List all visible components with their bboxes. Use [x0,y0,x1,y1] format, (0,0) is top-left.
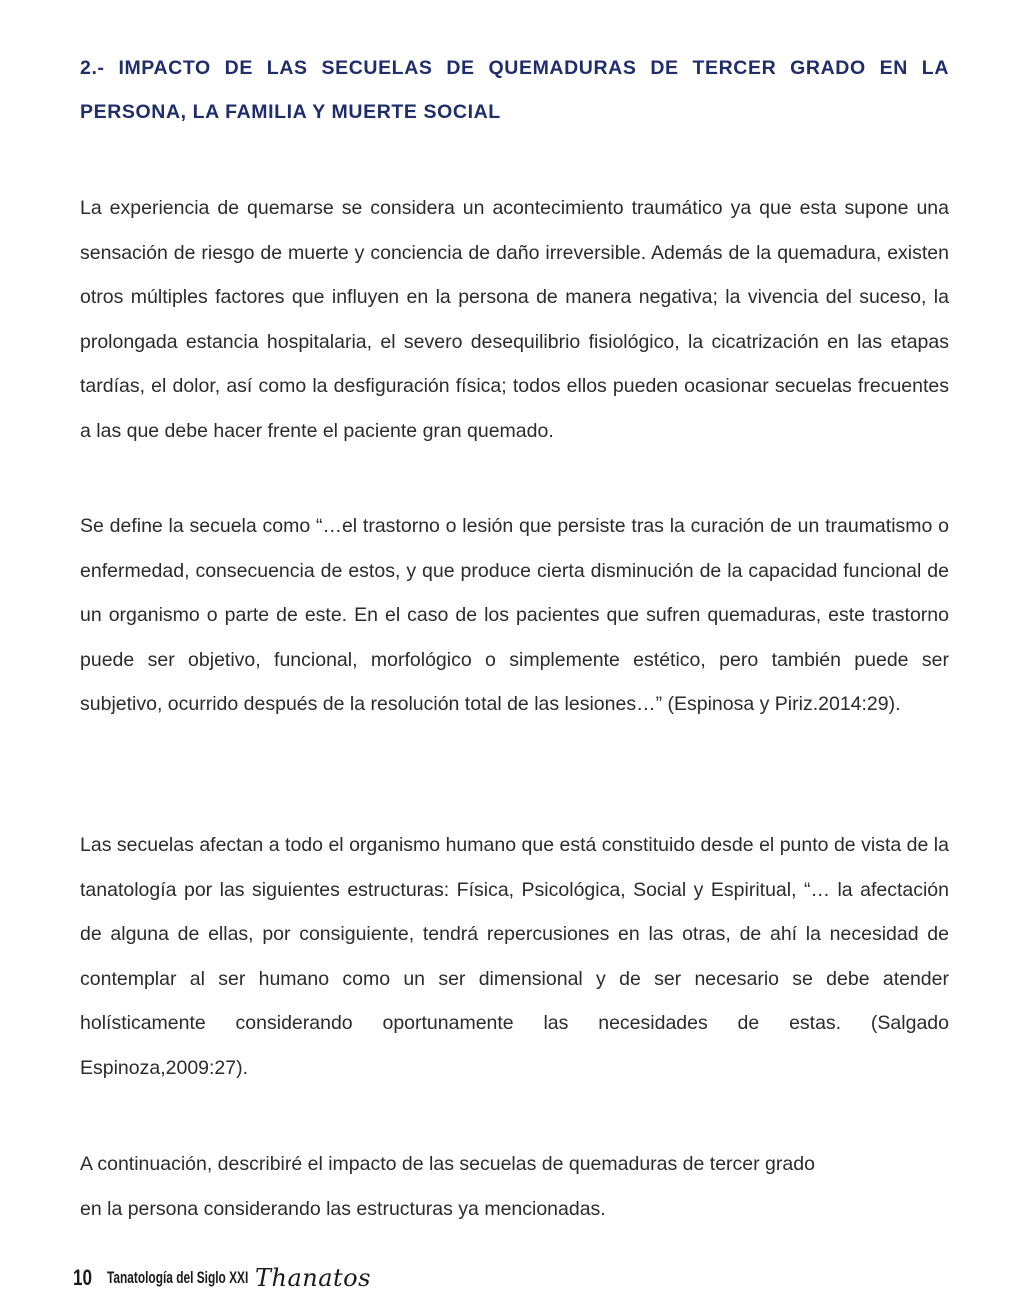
page-footer [73,1258,371,1298]
page-number: 10 [73,1265,93,1290]
paragraph-3: Las secuelas afectan a todo el organismo humano que está constituido desde el punto de vista de la tanatología por las siguientes estructuras: Física, Psicológica, Social y Espiritual, “… la afectación de alguna de ellas, por consiguiente, tendrá repercusiones en las otras, de ahí la necesidad de contemplar al ser humano como un ser dimensional y de ser necesario se debe atender holísticamente considerando oportunamente las necesidades de estas. (Salgado Espinoza,2009:27). [80,834,949,1079]
paragraph-4: A continuación, describiré el impacto de las secuelas de quemaduras de tercer grado en la persona considerando las estructuras ya mencionadas. [80,1153,815,1220]
journal-title: Tanatología del Siglo XXI [107,1268,249,1287]
paragraph-2: Se define la secuela como “…el trastorno o lesión que persiste tras la curación de un traumatismo o enfermedad, consecuencia de estos, y que produce cierta disminución de la capacidad funcional de un organismo o parte de este. En el caso de los pacientes que sufren quemaduras, este trastorno puede ser objetivo, funcional, morfológico o simplemente estético, pero también puede ser subjetivo, ocurrido después de la resolución total de las lesiones…” (Espinosa y Piriz.2014:29). [80,515,949,716]
section-heading: 2.- IMPACTO DE LAS SECUELAS DE QUEMADURAS DE TERCER GRADO EN LA PERSONA, LA FAMILIA Y MUERTE SOCIAL [80,57,949,123]
paragraph-1: La experiencia de quemarse se considera un acontecimiento traumático ya que esta supone una sensación de riesgo de muerte y conciencia de daño irreversible. Además de la quemadura, existen otros múltiples factores que influyen en la persona de manera negativa; la vivencia del suceso, la prolongada estancia hospitalaria, el severo desequilibrio fisiológico, la cicatrización en las etapas tardías, el dolor, así como la desfiguración física; todos ellos pueden ocasionar secuelas frecuentes a las que debe hacer frente el paciente gran quemado. [80,197,949,442]
thanatos-logo: Thanatos [255,1264,371,1292]
